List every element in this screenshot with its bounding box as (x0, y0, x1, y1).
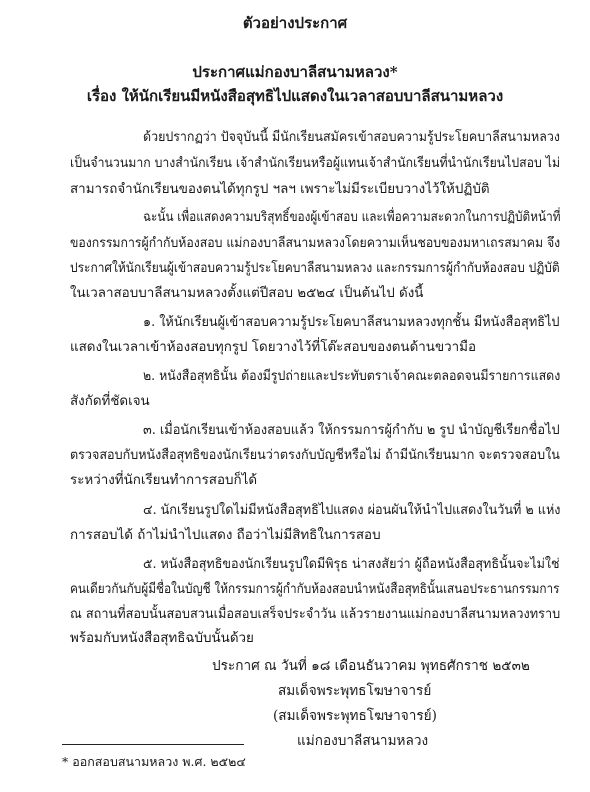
body-line: การสอบได้ ถ้าไม่นำไปแสดง ถือว่าไม่มีสิทธิในการสอบ (70, 528, 381, 543)
body-line: สามารถจำนักเรียนของตนได้ทุกรูป ฯลฯ เพราะไม่มีระเบียบวางไว้ให้ปฏิบัติ (70, 182, 490, 197)
signature-name: สมเด็จพระพุทธโฆษาจารย์ (278, 683, 432, 699)
document-label: ตัวอย่างประกาศ (242, 14, 348, 32)
body-line: ๕. หนังสือสุทธิของนักเรียนรูปใดมีพิรุธ น่าสงสัยว่า ผู้ถือหนังสือสุทธินั้นจะไม่ใช่ (143, 557, 560, 572)
body-line: ๒. หนังสือสุทธินั้น ต้องมีรูปถ่ายและประทับตราเจ้าคณะตลอดจนมีรายการแสดง (143, 369, 561, 384)
footnote-divider (62, 744, 244, 745)
body-line: ฉะนั้น เพื่อแสดงความบริสุทธิ์ของผู้เข้าสอบ และเพื่อความสะดวกในการปฏิบัติหน้าที่ (143, 210, 561, 225)
body-line: ๔. นักเรียนรูปใดไม่มีหนังสือสุทธิไปแสดง ผ่อนผันให้นำไปแสดงในวันที่ ๒ แห่ง (143, 503, 561, 518)
body-line: คนเดียวกันกับผู้มีชื่อในบัญชี ให้กรรมการผู้กำกับห้องสอบนำหนังสือสุทธินั้นเสนอประธานกรรมการ (70, 582, 560, 597)
document-title: ประกาศแม่กองบาลีสนามหลวง* (192, 63, 398, 81)
signature-name-parenthetical: (สมเด็จพระพุทธโฆษาจารย์) (273, 708, 437, 724)
body-line: ๑. ให้นักเรียนผู้เข้าสอบความรู้ประโยคบาลีสนามหลวงทุกชั้น มีหนังสือสุทธิไป (143, 315, 560, 330)
body-line: ประกาศให้นักเรียนผู้เข้าสอบความรู้ประโยคบาลีสนามหลวง และกรรมการผู้กำกับห้องสอบ ปฏิบัติ (70, 261, 560, 276)
signature-position: แม่กองบาลีสนามหลวง (297, 733, 429, 749)
body-line: ตรวจสอบกับหนังสือสุทธิของนักเรียนว่าตรงกับบัญชีหรือไม่ ถ้ามีนักเรียนมาก จะตรวจสอบใน (70, 448, 560, 463)
document-subject: เรื่อง ให้นักเรียนมีหนังสือสุทธิไปแสดงในเวลาสอบบาลีสนามหลวง (86, 87, 504, 105)
body-line: ด้วยปรากฏว่า ปัจจุบันนี้ มีนักเรียนสมัครเข้าสอบความรู้ประโยคบาลีสนามหลวง (143, 130, 560, 145)
body-line: ในเวลาสอบบาลีสนามหลวงตั้งแต่ปีสอบ ๒๕๒๔ เป็นต้นไป ดังนี้ (70, 286, 424, 301)
body-line: เป็นจำนวนมาก บางสำนักเรียน เจ้าสำนักเรียนหรือผู้แทนเจ้าสำนักเรียนที่นำนักเรียนไปสอบ ไม่ (70, 156, 561, 171)
body-line: ณ สถานที่สอบนั้นสอบสวนเมื่อสอบเสร็จประจำวัน แล้วรายงานแม่กองบาลีสนามหลวงทราบ (70, 607, 561, 622)
signature-date: ประกาศ ณ วันที่ ๑๘ เดือนธันวาคม พุทธศักราช ๒๕๓๒ (212, 658, 530, 674)
body-line: สังกัดที่ชัดเจน (70, 394, 150, 409)
body-line: ของกรรมการผู้กำกับห้องสอบ แม่กองบาลีสนามหลวงโดยความเห็นชอบของมหาเถรสมาคม จึง (70, 236, 561, 251)
footnote: * ออกสอบสนามหลวง พ.ศ. ๒๕๒๔ (62, 754, 246, 769)
body-line: แสดงในเวลาเข้าห้องสอบทุกรูป โดยวางไว้ที่โต๊ะสอบของตนด้านขวามือ (70, 340, 477, 355)
body-line: ระหว่างที่นักเรียนทำการสอบก็ได้ (70, 473, 258, 488)
body-line: ๓. เมื่อนักเรียนเข้าห้องสอบแล้ว ให้กรรมการผู้กำกับ ๒ รูป นำบัญชีเรียกชื่อไป (143, 423, 560, 438)
body-line: พร้อมกับหนังสือสุทธิฉบับนั้นด้วย (70, 631, 254, 646)
